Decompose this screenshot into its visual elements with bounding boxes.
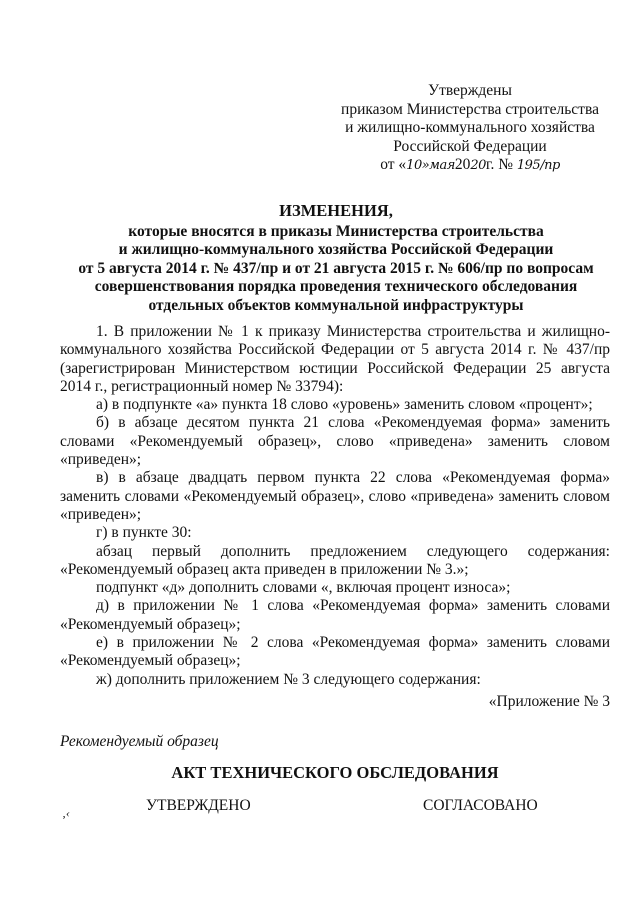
approval-line-3: и жилищно-коммунального хозяйства <box>345 119 595 136</box>
title-line: отдельных объектов коммунальной инфраструктуры <box>148 296 524 314</box>
paragraph-zh: ж) дополнить приложением № 3 следующего содержания: <box>96 670 481 688</box>
paragraph-b: б) в абзаце десятом пункта 21 слова «Рекомендуемая форма» заменить словами «Рекомендуемый образец», слово «приведена» заменить словом «приведен»; <box>60 414 610 469</box>
title-line: совершенствования порядка проведения технического обследования <box>94 278 578 296</box>
paragraph-g-quote: «Рекомендуемый образец акта приведен в приложении № 3.»; <box>60 560 469 578</box>
appendix-label: «Приложение № 3 <box>488 693 610 710</box>
title-main: ИЗМЕНЕНИЯ, <box>279 201 393 220</box>
margin-mark: ‚‹ <box>62 806 70 820</box>
date-year-suffix: г. № <box>485 156 514 173</box>
paragraph-v: в) в абзаце двадцать первом пункта 22 слова «Рекомендуемая форма» заменить словами «Рекомендуемый образец», слово «приведена» заменить словом «приведен»; <box>60 469 610 523</box>
approval-line-4: Российской Федерации <box>393 137 547 155</box>
paragraph-a: а) в подпункте «а» пункта 18 слово «уровень» заменить словом «процент»; <box>96 396 593 414</box>
paragraph-g-abzac: абзац первый дополнить предложением следующего содержания: <box>96 542 610 560</box>
paragraph-g: г) в пункте 30: <box>96 524 192 542</box>
title-line: которые вносятся в приказы Министерства строительства <box>128 222 544 240</box>
date-year-prefix: 20 <box>454 156 471 173</box>
paragraph-1: 1. В приложении № 1 к приказу Министерства строительства и жилищно-коммунального хозяйства Российской Федерации от 5 августа 2014 г. № 437/пр (зарегистрирован Министерством юстиции Российской Федерации 25 августа 2014 г., регистрационный номер № 33794): <box>60 323 610 395</box>
order-number-handwritten: 195/пр <box>516 158 560 173</box>
approval-line-2: приказом Министерства строительства <box>341 100 599 118</box>
paragraph-d: д) в приложении № 1 слова «Рекомендуемая форма» заменить словами «Рекомендуемый образец»; <box>60 597 610 633</box>
approval-block <box>330 82 610 176</box>
approval-date-line <box>330 156 610 176</box>
date-year-handwritten: 20 <box>470 158 486 173</box>
date-handwritten: 10»мая <box>406 158 455 173</box>
title-line: и жилищно-коммунального хозяйства Российской Федерации <box>118 241 554 259</box>
approval-line-1: Утверждены <box>428 82 512 99</box>
approved-label: УТВЕРЖДЕНО <box>146 797 251 814</box>
agreed-label: СОГЛАСОВАНО <box>423 797 538 814</box>
act-title: АКТ ТЕХНИЧЕСКОГО ОБСЛЕДОВАНИЯ <box>171 763 499 782</box>
document-body <box>60 323 610 689</box>
title-line: от 5 августа 2014 г. № 437/пр и от 21 августа 2015 г. № 606/пр по вопросам <box>78 259 594 277</box>
paragraph-g-podpunkt: подпункт «д» дополнить словами «, включая процент износа»; <box>96 579 511 597</box>
document-title <box>60 202 612 316</box>
date-prefix: от « <box>380 156 407 173</box>
paragraph-e: е) в приложении № 2 слова «Рекомендуемая форма» заменить словами «Рекомендуемый образец»; <box>60 634 610 670</box>
sample-label: Рекомендуемый образец <box>60 733 219 750</box>
